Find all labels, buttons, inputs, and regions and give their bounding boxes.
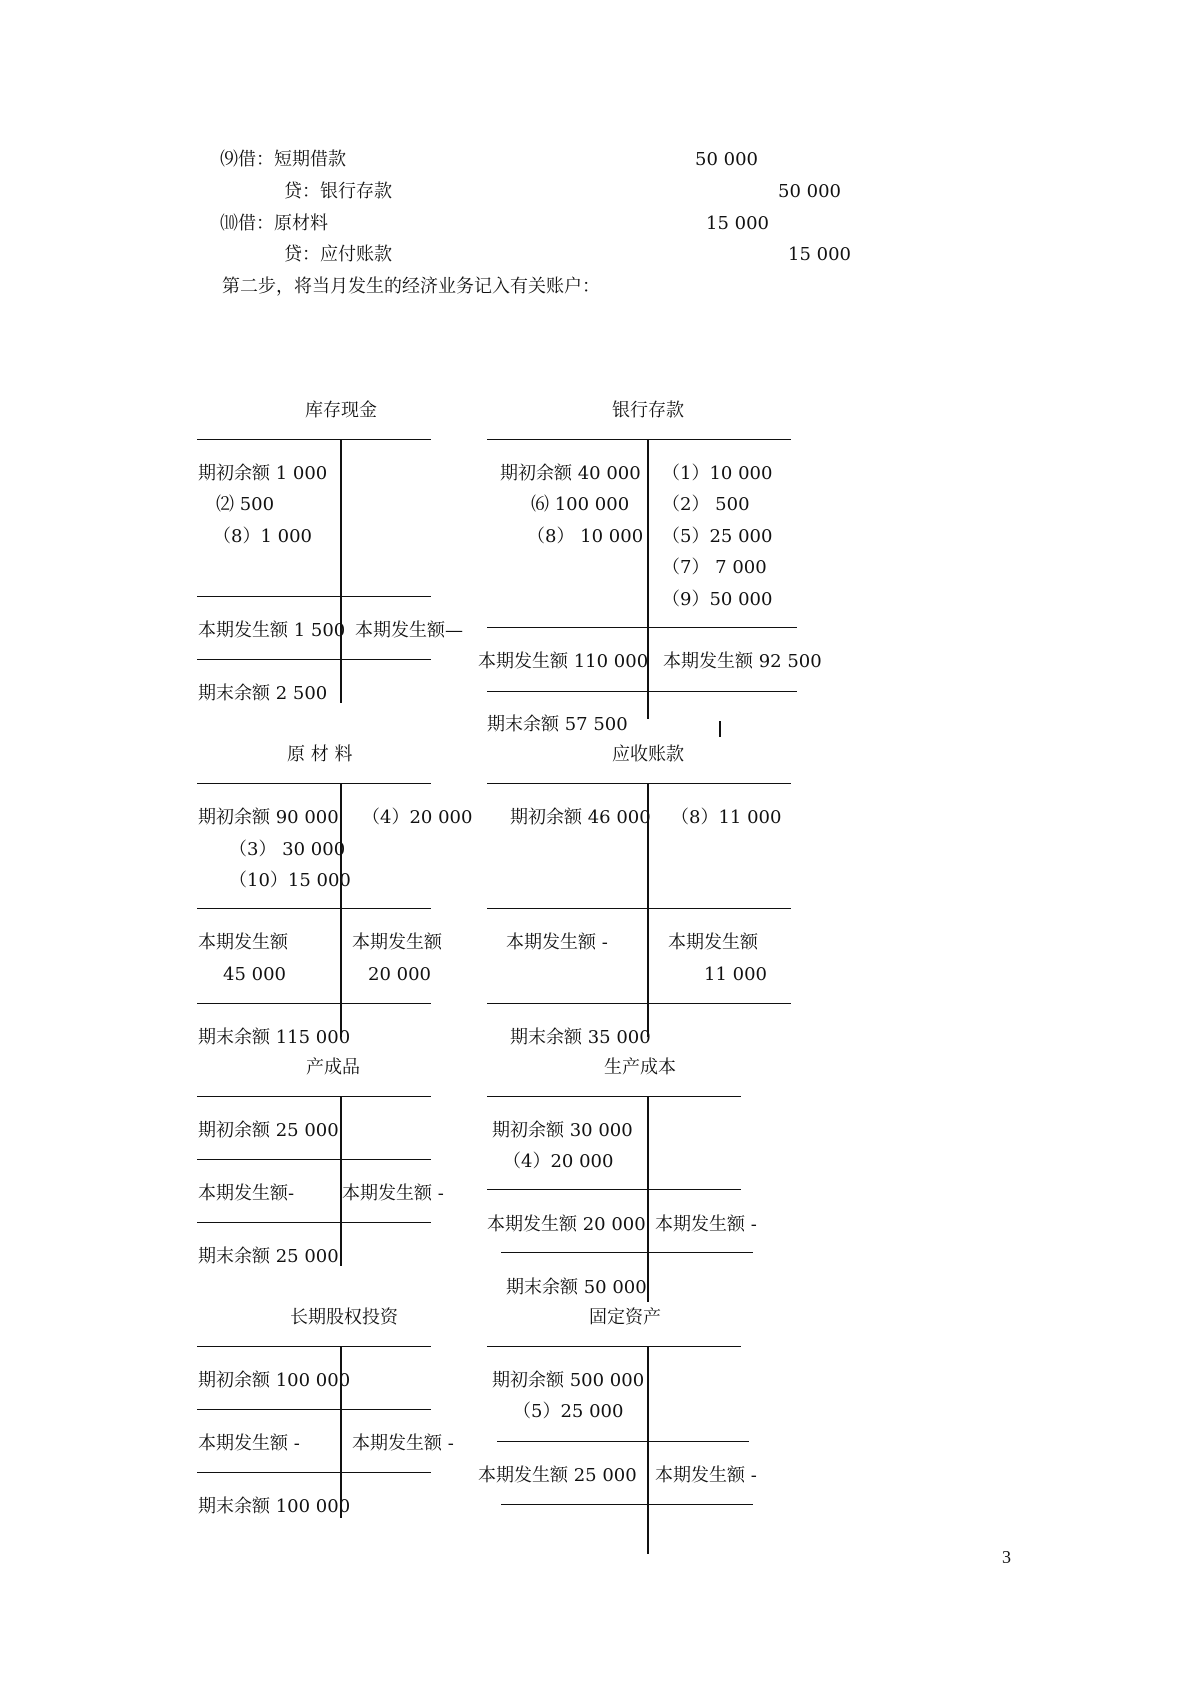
subtotal-line xyxy=(197,908,431,909)
credit-entry: （1）10 000 xyxy=(662,463,773,484)
subtotal-line xyxy=(487,691,797,692)
credit-total: 本期发生额 - xyxy=(655,1465,757,1486)
debit-entry: 期初余额 46 000 xyxy=(510,807,651,828)
credit-total-label: 本期发生额 xyxy=(668,932,758,953)
credit-total-value: 11 000 xyxy=(704,964,767,985)
t-account-top-line xyxy=(197,1346,431,1347)
subtotal-line xyxy=(197,1222,431,1223)
t-account-divider xyxy=(340,1096,342,1266)
debit-entry: 期初余额 100 000 xyxy=(198,1370,351,1391)
subtotal-line xyxy=(501,1504,753,1505)
credit-entry: （8）11 000 xyxy=(671,807,782,828)
debit-entry: （8） 10 000 xyxy=(527,526,644,547)
debit-entry: （4）20 000 xyxy=(503,1151,614,1172)
subtotal-line xyxy=(497,1441,749,1442)
debit-entry: 期初余额 30 000 xyxy=(492,1120,633,1141)
account-title: 生产成本 xyxy=(604,1057,676,1078)
entry-10-credit: 贷：应付账款 xyxy=(284,244,392,265)
t-account-top-line xyxy=(197,1096,431,1097)
entry-10-debit-amount: 15 000 xyxy=(706,213,769,234)
debit-entry: 期初余额 25 000 xyxy=(198,1120,339,1141)
credit-entry: （4）20 000 xyxy=(362,807,473,828)
ending-balance: 期末余额 2 500 xyxy=(198,683,328,704)
account-title: 固定资产 xyxy=(589,1307,661,1328)
account-title: 库存现金 xyxy=(305,400,377,421)
entry-9-credit: 贷：银行存款 xyxy=(284,181,392,202)
debit-entry: （5）25 000 xyxy=(513,1401,624,1422)
debit-total-value: 45 000 xyxy=(223,964,286,985)
credit-total-label: 本期发生额 xyxy=(352,932,442,953)
credit-entry: （7） 7 000 xyxy=(662,557,767,578)
debit-entry: （3） 30 000 xyxy=(229,839,346,860)
subtotal-line xyxy=(501,1252,753,1253)
entry-9-debit: ⑼借：短期借款 xyxy=(220,149,346,170)
account-title: 银行存款 xyxy=(612,400,684,421)
t-account-top-line xyxy=(487,1346,741,1347)
debit-entry: （10）15 000 xyxy=(229,870,351,891)
debit-total: 本期发生额 1 500 xyxy=(198,620,346,641)
t-account-top-line xyxy=(487,439,791,440)
ending-balance: 期末余额 115 000 xyxy=(198,1027,351,1048)
subtotal-line xyxy=(487,627,797,628)
t-account-divider xyxy=(340,783,342,1037)
entry-10-credit-amount: 15 000 xyxy=(788,244,851,265)
t-account-divider xyxy=(647,439,649,719)
debit-total: 本期发生额 - xyxy=(198,1433,300,1454)
credit-entry: （2） 500 xyxy=(662,494,750,515)
subtotal-line xyxy=(197,1409,431,1410)
debit-entry: 期初余额 1 000 xyxy=(198,463,328,484)
credit-total-value: 20 000 xyxy=(368,964,431,985)
credit-total: 本期发生额 - xyxy=(342,1183,444,1204)
t-account-divider xyxy=(340,439,342,703)
debit-total: 本期发生额 - xyxy=(506,932,608,953)
ending-balance: 期末余额 25 000 xyxy=(198,1246,339,1267)
account-title: 长期股权投资 xyxy=(290,1307,398,1328)
ending-balance: 期末余额 50 000 xyxy=(506,1277,647,1298)
subtotal-line xyxy=(197,659,431,660)
credit-total: 本期发生额 - xyxy=(655,1214,757,1235)
subtotal-line xyxy=(487,1189,741,1190)
subtotal-line xyxy=(197,1472,431,1473)
debit-entry: 期初余额 40 000 xyxy=(500,463,641,484)
subtotal-line xyxy=(487,908,791,909)
debit-entry: （8）1 000 xyxy=(213,526,312,547)
subtotal-line xyxy=(197,1003,431,1004)
credit-entry: （9）50 000 xyxy=(662,589,773,610)
credit-total: 本期发生额 - xyxy=(352,1433,454,1454)
credit-total: 本期发生额— xyxy=(355,620,463,641)
t-account-top-line xyxy=(487,783,791,784)
subtotal-line xyxy=(197,596,431,597)
subtotal-line xyxy=(197,1159,431,1160)
subtotal-line xyxy=(487,1003,791,1004)
ending-balance: 期末余额 57 500 xyxy=(487,714,628,735)
page-number: 3 xyxy=(1002,1547,1011,1567)
debit-entry: ⑵ 500 xyxy=(216,494,275,515)
debit-entry: 期初余额 90 000 xyxy=(198,807,339,828)
debit-total-label: 本期发生额 xyxy=(198,932,288,953)
debit-total: 本期发生额 110 000 xyxy=(478,651,649,672)
stray-mark xyxy=(719,721,721,737)
debit-entry: ⑹ 100 000 xyxy=(531,494,630,515)
entry-9-debit-amount: 50 000 xyxy=(695,149,758,170)
t-account-divider xyxy=(647,1096,649,1302)
debit-total: 本期发生额 25 000 xyxy=(478,1465,637,1486)
credit-total: 本期发生额 92 500 xyxy=(663,651,822,672)
credit-entry: （5）25 000 xyxy=(662,526,773,547)
account-title: 应收账款 xyxy=(612,744,684,765)
debit-entry: 期初余额 500 000 xyxy=(492,1370,645,1391)
t-account-divider xyxy=(647,1346,649,1554)
ending-balance: 期末余额 100 000 xyxy=(198,1496,351,1517)
entry-10-debit: ⑽借：原材料 xyxy=(220,213,328,234)
step-two-heading: 第二步，将当月发生的经济业务记入有关账户： xyxy=(222,276,600,297)
t-account-top-line xyxy=(197,783,431,784)
debit-total: 本期发生额 20 000 xyxy=(487,1214,646,1235)
entry-9-credit-amount: 50 000 xyxy=(778,181,841,202)
account-title: 原 材 料 xyxy=(287,744,353,765)
ending-balance: 期末余额 35 000 xyxy=(510,1027,651,1048)
account-title: 产成品 xyxy=(306,1057,360,1078)
t-account-top-line xyxy=(487,1096,741,1097)
t-account-top-line xyxy=(197,439,431,440)
debit-total: 本期发生额- xyxy=(198,1183,295,1204)
